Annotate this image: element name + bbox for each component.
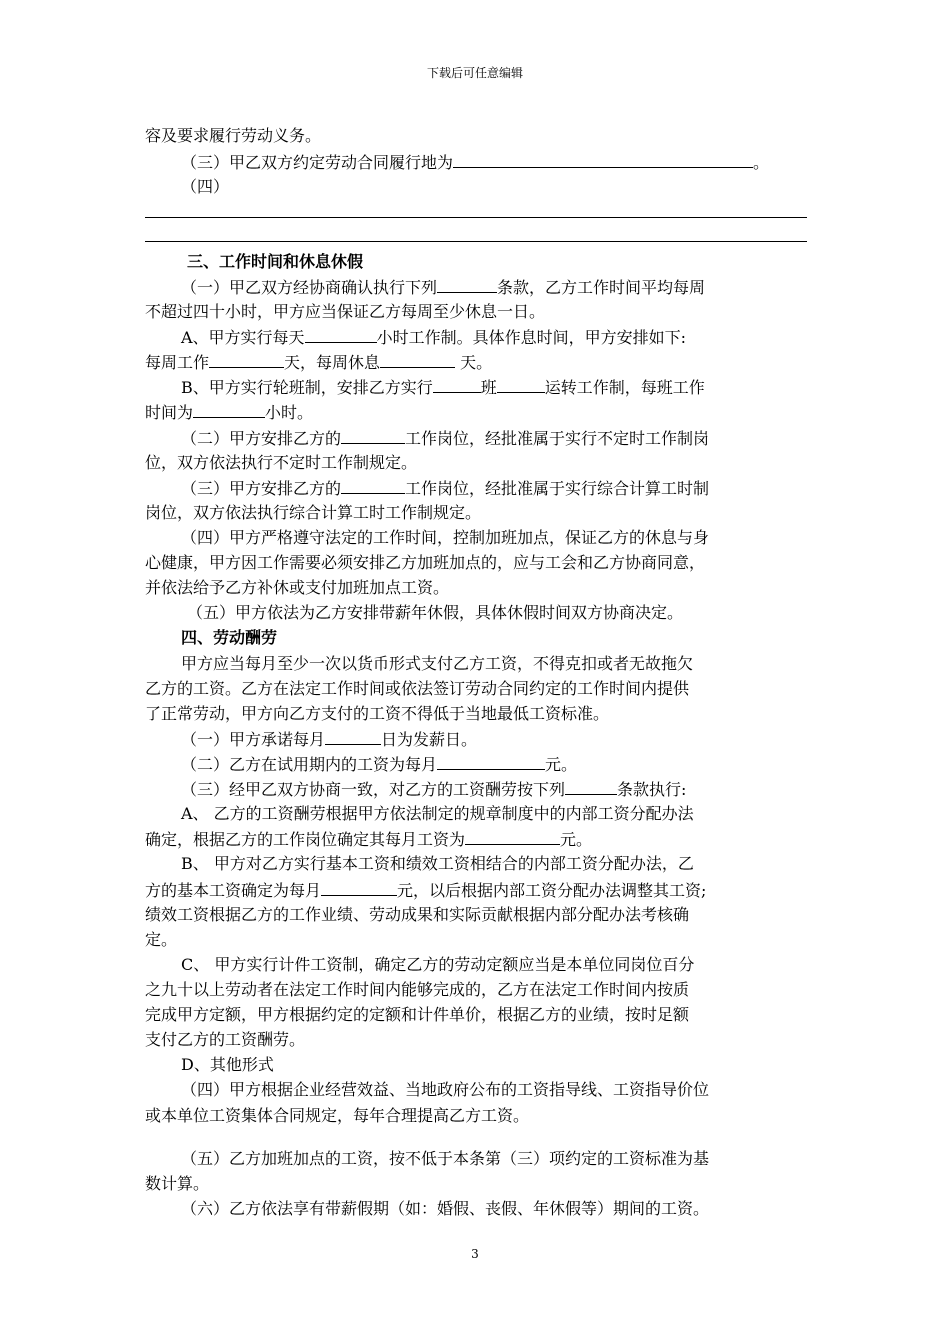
paragraph-line: 位，双方依法执行不定时工作制规定。	[145, 453, 418, 472]
blank-field	[341, 426, 405, 444]
paragraph-line: 甲方应当每月至少一次以货币形式支付乙方工资，不得克扣或者无故拖欠	[181, 654, 694, 673]
blank-field	[433, 375, 481, 393]
paragraph-line: 绩效工资根据乙方的工作业绩、劳动成果和实际贡献根据内部分配办法考核确	[145, 905, 690, 924]
paragraph-line: 或本单位工资集体合同规定，每年合理提高乙方工资。	[145, 1106, 530, 1125]
paragraph-line: （三）经甲乙双方协商一致，对乙方的工资酬劳按下列 条款执行:	[181, 777, 686, 802]
paragraph-line: 心健康，甲方因工作需要必须安排乙方加班加点的，应与工会和乙方协商同意，	[145, 553, 706, 572]
paragraph-line: 时间为 小时。	[145, 400, 313, 425]
paragraph-line: 容及要求履行劳动义务。	[145, 126, 322, 145]
paragraph-line: （四）甲方根据企业经营效益、当地政府公布的工资指导线、工资指导价位	[181, 1080, 710, 1099]
blank-field	[465, 827, 560, 845]
page-header: 下载后可任意编辑	[426, 66, 523, 80]
paragraph-line: 岗位，双方依法执行综合计算工时工作制规定。	[145, 503, 482, 522]
paragraph-line: B、 甲方对乙方实行基本工资和绩效工资相结合的内部工资分配办法，乙	[181, 854, 694, 873]
page-number: 3	[471, 1247, 479, 1261]
paragraph-line: 数计算。	[145, 1174, 210, 1193]
blank-field	[497, 375, 545, 393]
blank-field	[380, 350, 455, 368]
blank-field	[453, 150, 753, 168]
paragraph-line: 每周工作 天，每周休息 天。	[145, 350, 492, 375]
paragraph-line: 乙方的工资。乙方在法定工作时间或依法签订劳动合同约定的工作时间内提供	[145, 679, 690, 698]
paragraph-line: （三）甲乙双方约定劳动合同履行地为 。	[181, 150, 769, 175]
blank-line	[145, 241, 807, 242]
blank-field	[437, 275, 497, 293]
paragraph-line: 不超过四十小时，甲方应当保证乙方每周至少休息一日。	[145, 302, 546, 321]
paragraph-line: （五）甲方依法为乙方安排带薪年休假，具体休假时间双方协商决定。	[187, 603, 684, 622]
paragraph-line: （五）乙方加班加点的工资，按不低于本条第（三）项约定的工资标准为基	[181, 1149, 710, 1168]
paragraph-line: （二）乙方在试用期内的工资为每月 元。	[181, 752, 577, 777]
paragraph-line: 之九十以上劳动者在法定工作时间内能够完成的，乙方在法定工作时间内按质	[145, 980, 690, 999]
section-heading: 三、工作时间和休息休假	[187, 252, 364, 271]
blank-field	[437, 752, 545, 770]
paragraph-line: 并依法给予乙方补休或支付加班加点工资。	[145, 578, 450, 597]
paragraph-line: 了正常劳动，甲方向乙方支付的工资不得低于当地最低工资标准。	[145, 704, 610, 723]
paragraph-line: （三）甲方安排乙方的 工作岗位，经批准属于实行综合计算工时制	[181, 476, 709, 501]
paragraph-line: 确定，根据乙方的工作岗位确定其每月工资为 元。	[145, 827, 592, 852]
paragraph-line: 支付乙方的工资酬劳。	[145, 1030, 306, 1049]
paragraph-line: A、 乙方的工资酬劳根据甲方依法制定的规章制度中的内部工资分配办法	[181, 804, 694, 823]
paragraph-line: 完成甲方定额，甲方根据约定的定额和计件单价，根据乙方的业绩，按时足额	[145, 1005, 690, 1024]
blank-field	[305, 325, 377, 343]
blank-line	[145, 217, 807, 218]
section-heading: 四、劳动酬劳	[181, 628, 278, 647]
paragraph-line: （一）甲方承诺每月 日为发薪日。	[181, 727, 477, 752]
blank-field	[193, 400, 265, 418]
paragraph-line: （四）甲方严格遵守法定的工作时间，控制加班加点，保证乙方的休息与身	[181, 528, 710, 547]
paragraph-line: （四）	[181, 177, 230, 196]
paragraph-line: A、甲方实行每天 小时工作制。具体作息时间，甲方安排如下:	[181, 325, 686, 350]
paragraph-line: 方的基本工资确定为每月 元，以后根据内部工资分配办法调整其工资;	[145, 878, 706, 903]
paragraph-line: （一）甲乙双方经协商确认执行下列 条款，乙方工作时间平均每周	[181, 275, 705, 300]
blank-field	[209, 350, 284, 368]
blank-field	[321, 878, 397, 896]
blank-field	[341, 476, 405, 494]
paragraph-line: C、 甲方实行计件工资制，确定乙方的劳动定额应当是本单位同岗位百分	[181, 955, 695, 974]
blank-field	[565, 777, 617, 795]
blank-field	[325, 727, 381, 745]
paragraph-line: （六）乙方依法享有带薪假期（如：婚假、丧假、年休假等）期间的工资。	[181, 1199, 710, 1218]
paragraph-line: 定。	[145, 930, 178, 949]
paragraph-line: B、甲方实行轮班制，安排乙方实行 班 运转工作制，每班工作	[181, 375, 705, 400]
paragraph-line: （二）甲方安排乙方的 工作岗位，经批准属于实行不定时工作制岗	[181, 426, 709, 451]
paragraph-line: D、其他形式	[181, 1055, 274, 1074]
